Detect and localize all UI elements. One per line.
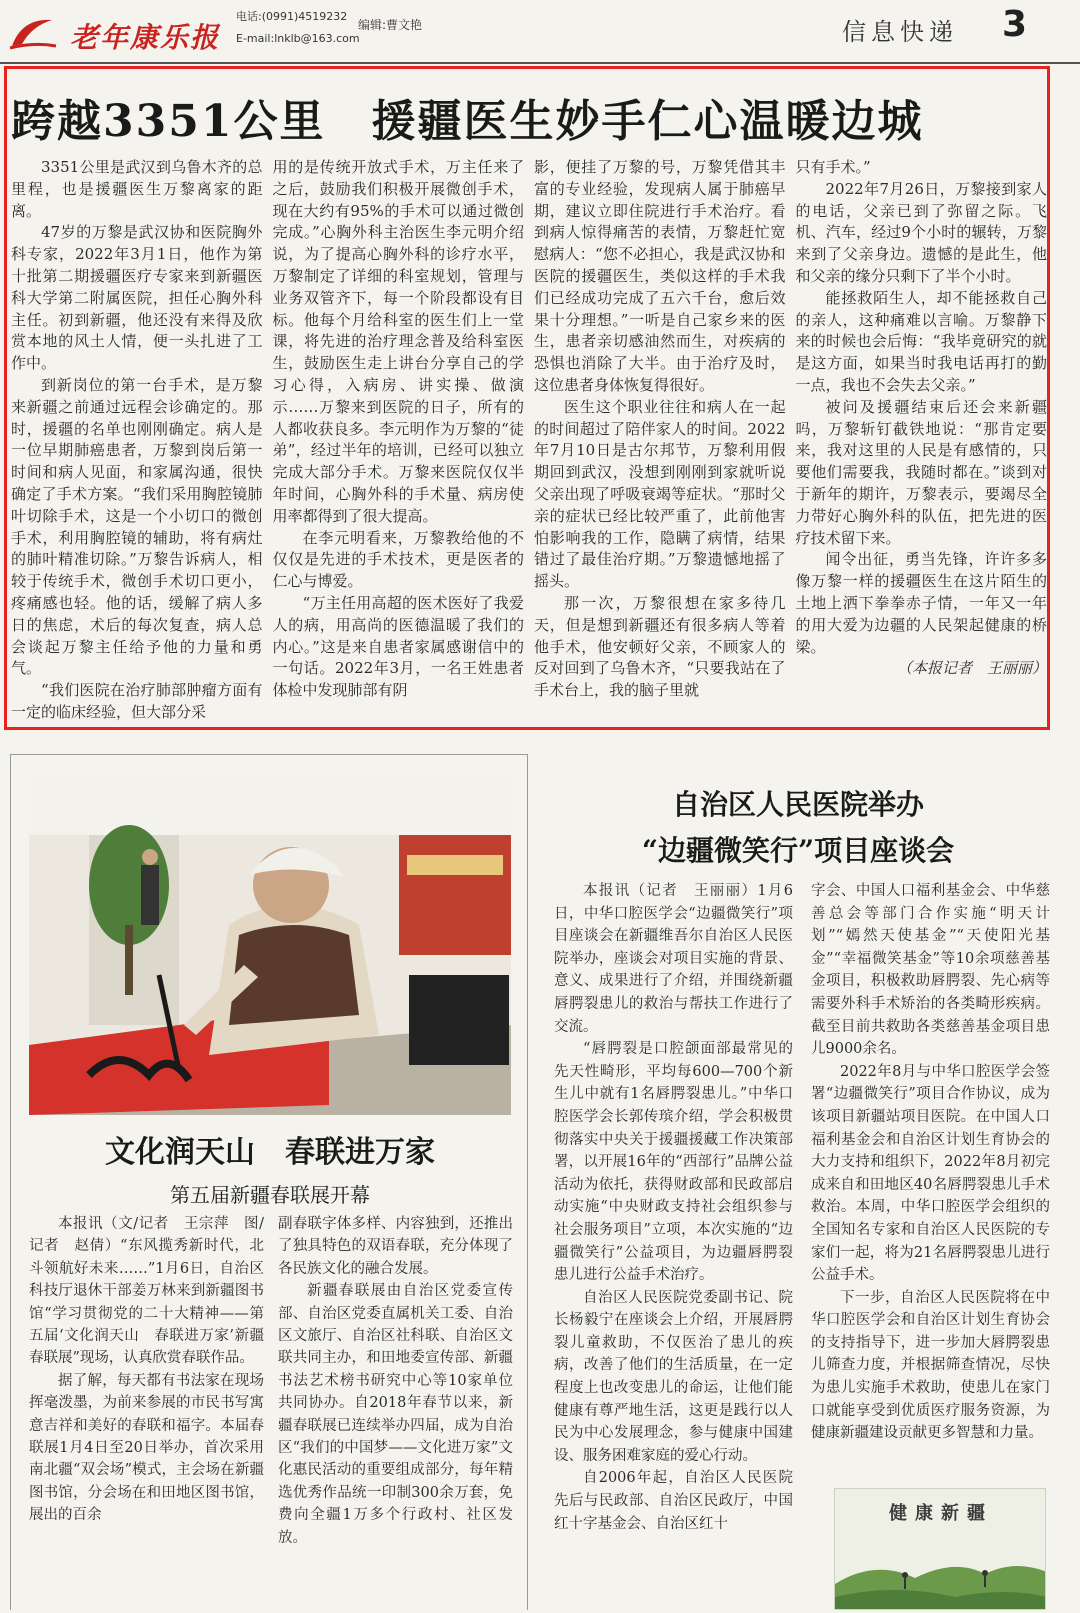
- symposium-headline: [546, 782, 1050, 874]
- lead-article-body: [11, 157, 1047, 729]
- paragraph: 到新岗位的第一台手术，是万黎来新疆之前通过远程会诊确定的。那时，援疆的名单也刚刚确定。病人是一位早期肺癌患者，万黎到岗后第一时间和病人见面，和家属沟通，很快确定了手术方案。“我们采用胸腔镜肺叶切除手术，这是一个小切口的微创手术，利用胸腔镜的辅助，将有病灶的肺叶精准切除。”万黎告诉病人，相较于传统手术，微创手术切口更小，疼痛感也轻。他的话，缓解了病人多日的焦虑，术后的每次复查，病人总会谈起万黎主任给予他的力量和勇气。: [11, 375, 263, 678]
- paragraph: 被问及援疆结束后还会来新疆吗，万黎斩钉截铁地说：“那肯定要来，我对这里的人民是有感情的，只要他们需要我，我随时都在。”谈到对于新年的期许，万黎表示，要竭尽全力带好心胸外科的队伍，把先进的医疗技术留下来。: [795, 397, 1047, 547]
- lead-column-3: [534, 157, 786, 729]
- symposium-column-1: [554, 880, 793, 1610]
- paragraph: 下一步，自治区人民医院将在中华口腔医学会和自治区计划生育协会的支持指导下，进一步加大唇腭裂患儿筛查力度，并根据筛查情况，尽快为患儿实施手术救助，使患儿在家门口就能享受到优质医疗服务资源，为健康新疆建设贡献更多智慧和力量。: [811, 1289, 1050, 1442]
- paragraph: 字会、中国人口福利基金会、中华慈善总会等部门合作实施“明天计划”“嫣然天使基金”“天使阳光基金”“幸福微笑基金”等10余项慈善基金项目，积极救助唇腭裂、先心病等需要外科手术矫治的各类畸形疾病。截至目前共救助各类慈善基金项目患儿9000余名。: [811, 883, 1050, 1058]
- newspaper-logo-icon: [8, 12, 58, 52]
- masthead: [0, 0, 1080, 62]
- healthy-xinjiang-badge: [834, 1488, 1046, 1610]
- badge-label: 健康新疆: [889, 1503, 993, 1524]
- paper-name: 老年康乐报: [70, 21, 221, 54]
- lead-column-1: [11, 157, 263, 729]
- paragraph: 新疆春联展由自治区党委宣传部、自治区党委直属机关工委、自治区文旅厅、自治区社科联、自治区文联共同主办，和田地委宣传部、新疆书法艺术榜书研究中心等10家单位共同协办。自2018年春节以来，新疆春联展已连续举办四届，成为自治区“我们的中国梦——文化进万家”文化惠民活动的重要组成部分，每年精选优秀作品统一印制300余万套，免费向全疆1万多个行政村、社区发放。: [278, 1283, 513, 1546]
- landscape-icon: [835, 1489, 1046, 1610]
- paragraph: 据了解，每天都有书法家在现场挥毫泼墨，为前来参展的市民书写寓意吉祥和美好的春联和福字。本届春联展1月4日至20日举办，首次采用南北疆“双会场”模式，主会场在新疆图书馆，分会场在和田地区图书馆，展出的百余: [29, 1372, 264, 1524]
- paragraph: 副春联字体多样、内容独到，还推出了独具特色的双语春联，充分体现了各民族文化的融合发展。: [278, 1216, 513, 1277]
- paragraph: 本报讯（文/记者 王宗萍 图/记者 赵倩）“东风揽秀新时代，北斗领航好未来……”1月6日，自治区科技厅退休干部姜万林来到新疆图书馆“学习贯彻党的二十大精神——第五届‘文化润天山 春联进万家’新疆春联展”现场，认真欣赏春联作品。: [29, 1216, 264, 1367]
- symposium-headline-line-1: 自治区人民医院举办: [671, 788, 924, 821]
- calligraphy-photo: [29, 775, 511, 1115]
- paragraph: 在李元明看来，万黎教给他的不仅仅是先进的手术技术，更是医者的仁心与博爱。: [272, 528, 524, 591]
- couplet-exhibition-article: [10, 754, 528, 1610]
- section-title: 信息快递: [842, 18, 958, 46]
- paragraph: 自2006年起，自治区人民医院先后与民政部、自治区民政厅，中国红十字基金会、自治区红十: [554, 1470, 793, 1532]
- paragraph: 只有手术。”: [795, 158, 871, 176]
- lead-column-2: [273, 157, 525, 729]
- paragraph: 3351公里是武汉到乌鲁木齐的总里程，也是援疆医生万黎离家的距离。: [11, 158, 263, 220]
- paragraph: 自治区人民医院党委副书记、院长杨毅宁在座谈会上介绍，开展唇腭裂儿童救助，不仅医治了患儿的疾病，改善了他们的生活质量，在一定程度上也改变患儿的命运，让他们能健康有尊严地生活，这更是践行以人民为中心发展理念，参与健康中国建设、服务困难家庭的爱心行动。: [554, 1289, 793, 1464]
- couplet-subheadline: 第五届新疆春联展开幕: [170, 1183, 370, 1207]
- couplet-column-2: [278, 1213, 513, 1607]
- paragraph: 用的是传统开放式手术，万主任来了之后，鼓励我们积极开展微创手术，现在大约有95%的手术可以通过微创完成。”心胸外科主治医生李元明介绍说，为了提高心胸外科的诊疗水平，万黎制定了详细的科室规划，管理与业务双管齐下，每一个阶段都设有目标。他每个月给科室的医生们上一堂课，将先进的治疗理念普及给科室医生，鼓励医生走上讲台分享自己的学习心得，入病房、讲实操、做演示……万黎来到医院的日子，所有的人都收获良多。李元明作为万黎的“徒弟”，经过半年的培训，已经可以独立完成大部分手术。万黎来医院仅仅半年时间，心胸外科的手术量、病房使用率都得到了很大提高。: [272, 158, 524, 525]
- paragraph: 闻令出征，勇当先锋，许许多多像万黎一样的援疆医生在这片陌生的土地上洒下拳拳赤子情，一年又一年的用大爱为边疆的人民架起健康的桥梁。: [795, 550, 1047, 656]
- couplet-article-body: [29, 1213, 513, 1607]
- paragraph: 影，便挂了万黎的号，万黎凭借其丰富的专业经验，发现病人属于肺癌早期，建议立即住院进行手术治疗。看到病人惊得痛苦的表情，万黎赶忙宽慰病人：“您不必担心，我是武汉协和医院的援疆医生，类似这样的手术我们已经成功完成了五六千台，愈后效果十分理想。”一听是自己家乡来的医生，患者亲切感油然而生，对疾病的恐惧也消除了大半。由于治疗及时，这位患者身体恢复得很好。: [534, 158, 786, 394]
- contact-phone: 电话:(0991)4519232: [236, 10, 348, 23]
- paragraph: 本报讯（记者 王丽丽）1月6日，中华口腔医学会“边疆微笑行”项目座谈会在新疆维吾尔自治区人民医院举办，座谈会对项目实施的背景、意义、成果进行了介绍，并围绕新疆唇腭裂患儿的救治与帮扶工作进行了交流。: [554, 883, 793, 1035]
- lead-column-4: [796, 157, 1048, 729]
- paragraph: 2022年8月与中华口腔医学会签署“边疆微笑行”项目合作协议，成为该项目新疆站项目医院。在中国人口福利基金会和自治区计划生育协会的大力支持和组织下，2022年8月初完成来自和田地区40名唇腭裂患儿手术救治。本周，中华口腔医学会组织的全国知名专家和自治区人民医院的专家们一起，将为21名唇腭裂患儿进行公益手术。: [811, 1063, 1050, 1284]
- calligrapher-photo-image: [29, 775, 511, 1115]
- page-number: 3: [1002, 4, 1028, 45]
- contact-email: E-mail:lnklb@163.com: [236, 32, 360, 45]
- couplet-headline: 文化润天山 春联进万家: [105, 1135, 435, 1170]
- lead-byline: （本报记者 王丽丽）: [896, 659, 1047, 678]
- paragraph: 能拯救陌生人，却不能拯救自己的亲人，这种痛难以言喻。万黎静下来的时候也会后悔：“我毕竟研究的就是这方面，如果当时我电话再打的勤一点，我也不会失去父亲。”: [795, 288, 1047, 394]
- editor-credit: 编辑:曹文艳: [358, 18, 423, 32]
- paragraph: 那一次，万黎很想在家多待几天，但是想到新疆还有很多病人等着他手术，他安顿好父亲，不顾家人的反对回到了乌鲁木齐，“只要我站在了手术台上，我的脑子里就: [534, 593, 786, 700]
- lead-headline: 跨越3351公里 援疆医生妙手仁心温暖边城: [11, 96, 924, 147]
- masthead-rule: [0, 62, 1080, 64]
- paragraph: 47岁的万黎是武汉协和医院胸外科专家，2022年3月1日，他作为第十批第二期援疆医疗专家来到新疆医科大学第二附属医院，担任心胸外科主任。初到新疆，他还没有来得及欣赏本地的风土人情，便一头扎进了工作中。: [11, 223, 263, 373]
- paragraph: 2022年7月26日，万黎接到家人的电话，父亲已到了弥留之际。飞机、汽车，经过9个小时的辗转，万黎来到了父亲身边。遗憾的是此生，他和父亲的缘分只剩下了半个小时。: [795, 179, 1047, 285]
- paragraph: “我们医院在治疗肺部肿瘤方面有一定的临床经验，但大部分采: [11, 681, 263, 721]
- couplet-column-1: [29, 1213, 264, 1607]
- paragraph: 医生这个职业往往和病人在一起的时间超过了陪伴家人的时间。2022年7月10日是古尔邦节，万黎利用假期回到武汉，没想到刚刚到家就听说父亲出现了呼吸衰竭等症状。“那时父亲的症状已经比较严重了，此前他害怕影响我的工作，隐瞒了病情，结果错过了最佳治疗期。”万黎遗憾地摇了摇头。: [534, 397, 786, 591]
- lead-article: [4, 66, 1050, 730]
- paragraph: “万主任用高超的医术医好了我爱人的病，用高尚的医德温暖了我们的内心。”这是来自患者家属感谢信中的一句话。2022年3月，一名王姓患者体检中发现肺部有阴: [272, 593, 524, 700]
- paragraph: “唇腭裂是口腔颌面部最常见的先天性畸形，平均每600—700个新生儿中就有1名唇腭裂患儿。”中华口腔医学会长郭传瑸介绍，学会积极贯彻落实中央关于援疆援藏工作决策部署，以开展16年的“西部行”品牌公益活动为依托，获得财政部和民政部启动实施“中央财政支持社会组织参与社会服务项目”立项，本次实施的“边疆微笑行”公益项目，为边疆唇腭裂患儿进行公益手术治疗。: [554, 1041, 793, 1284]
- contact-info: [236, 6, 360, 50]
- hospital-symposium-article: [546, 754, 1050, 1610]
- symposium-headline-line-2: “边疆微笑行”项目座谈会: [641, 834, 955, 867]
